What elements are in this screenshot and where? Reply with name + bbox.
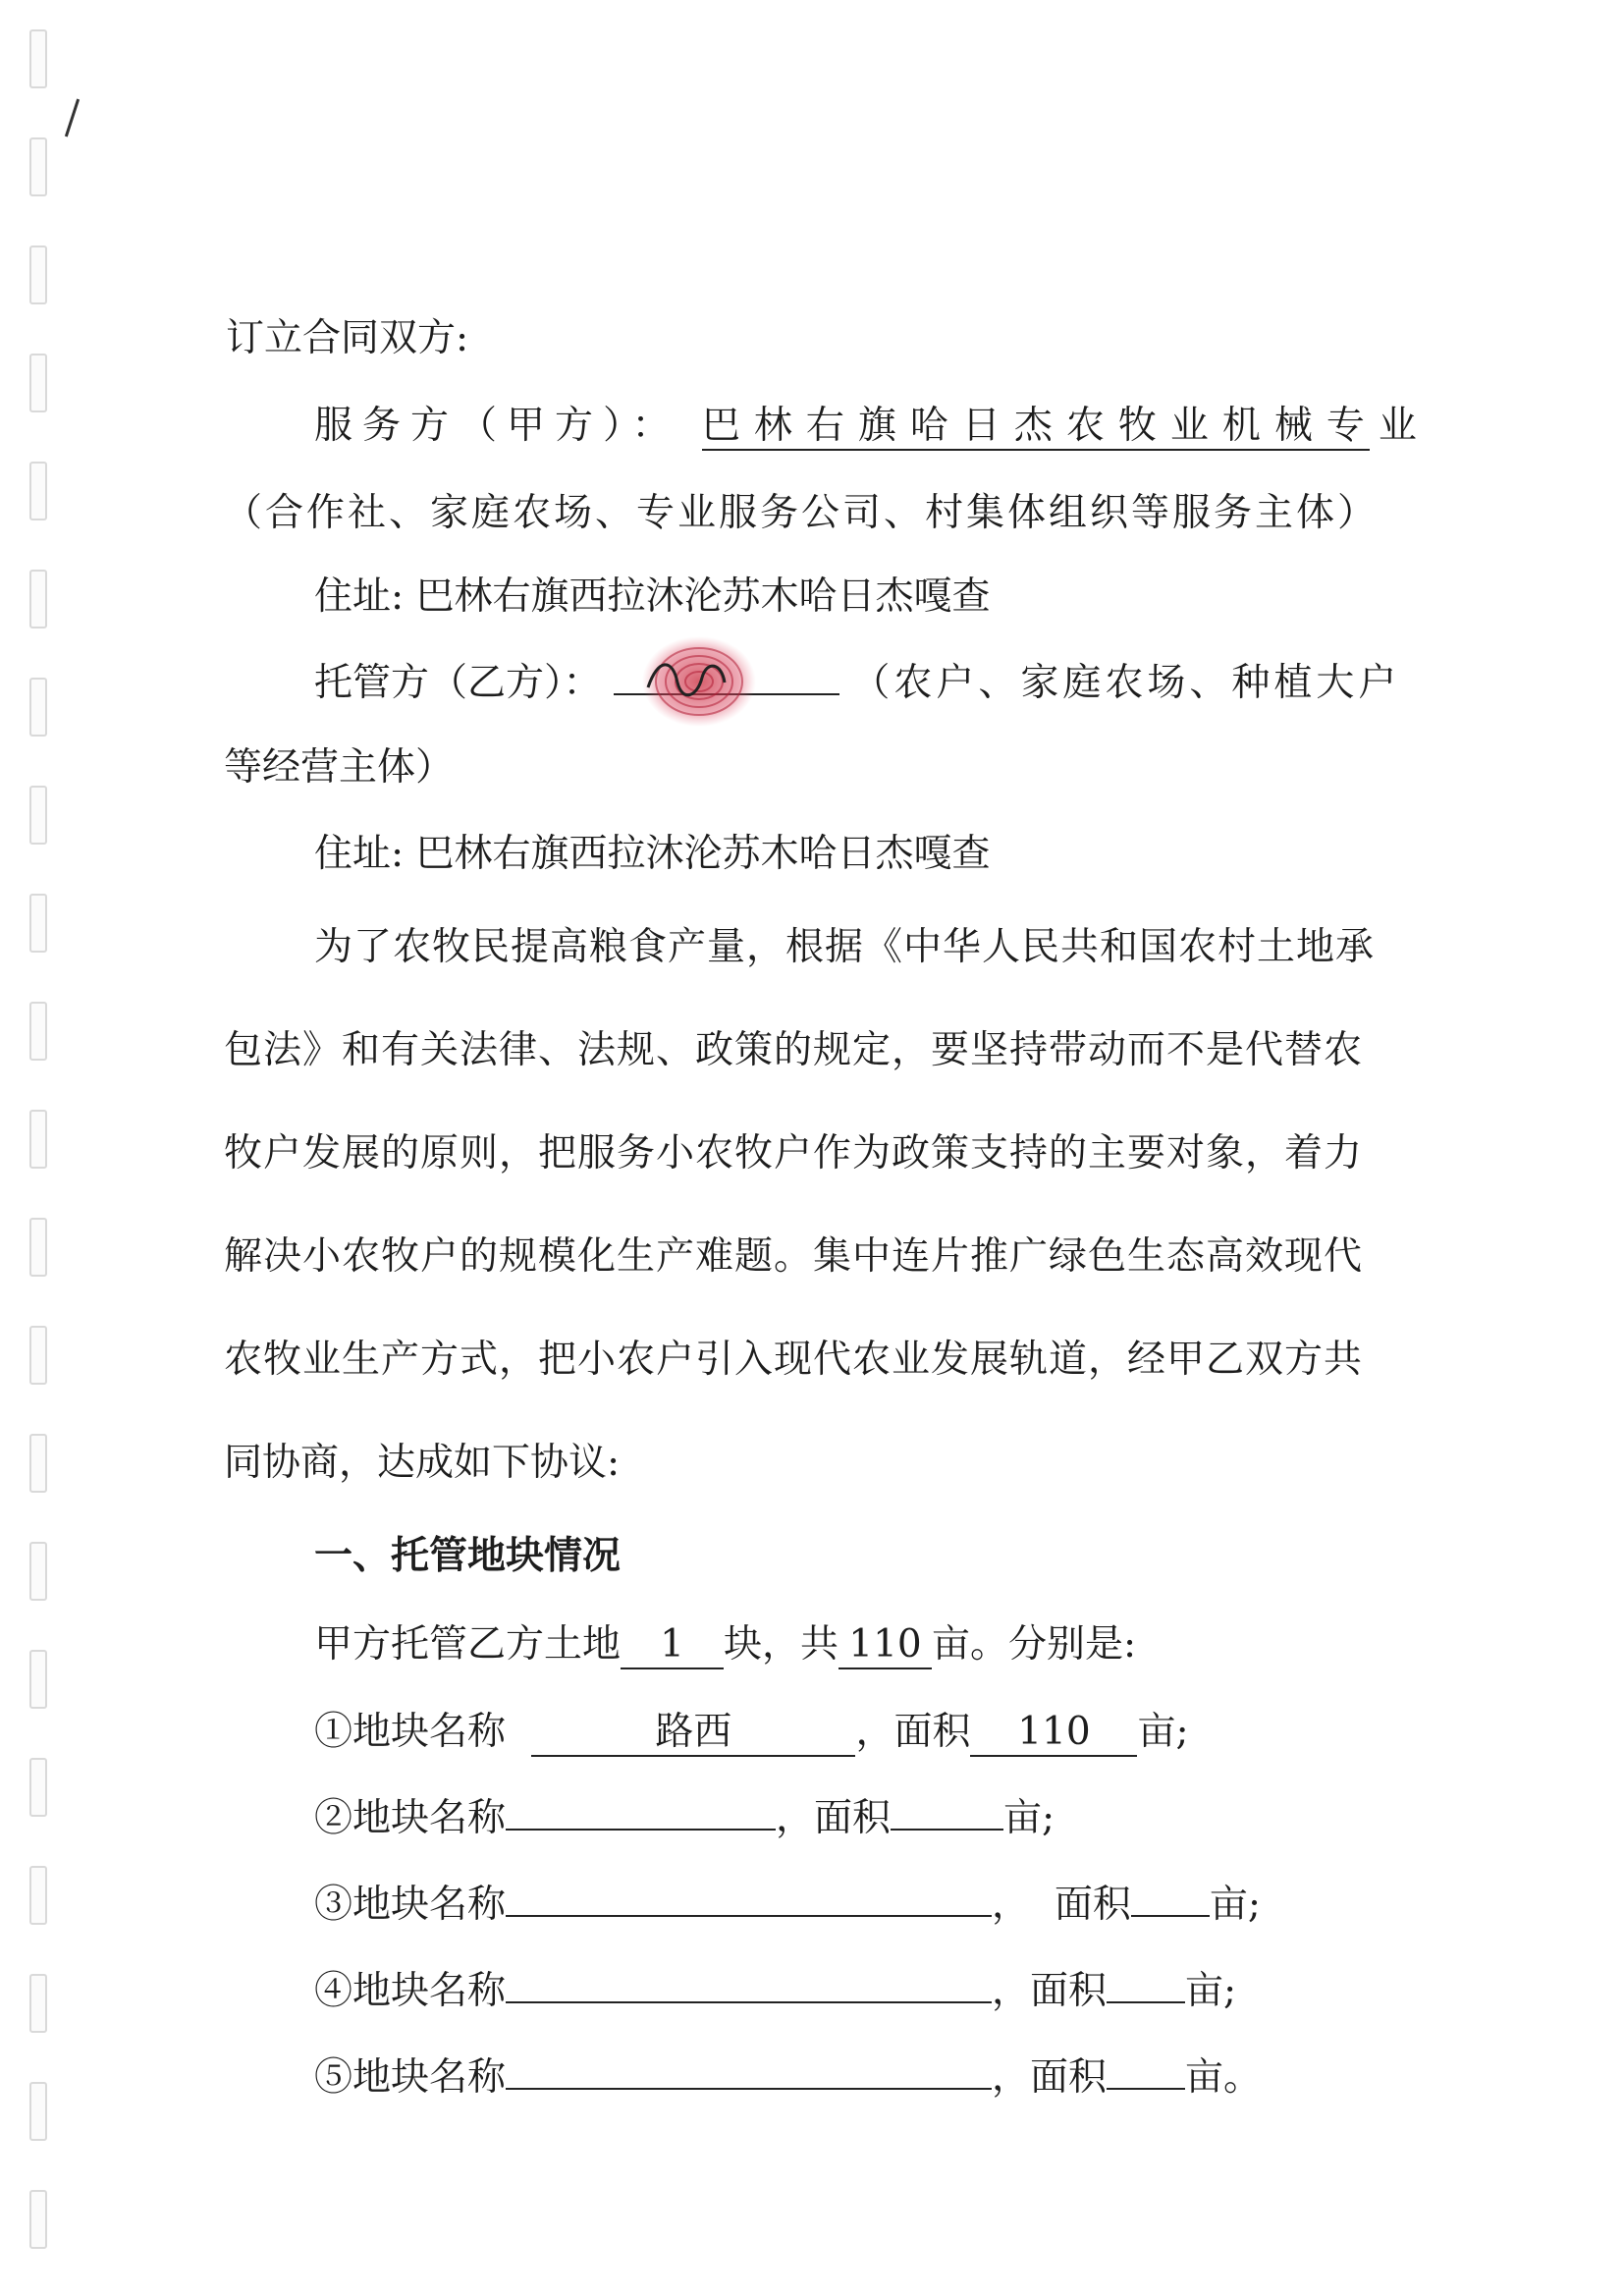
service-party-note: （合作社、家庭农场、专业服务公司、村集体组织等服务主体） [224,491,1380,535]
entrust-address-line [314,832,991,876]
binding-hole [29,1974,47,2033]
preamble-line: 解决小农牧户的规模化生产难题。集中连片推广绿色生态高效现代 [224,1234,1364,1279]
plot-row [314,1969,1237,2013]
plot-name-field [506,1972,992,2003]
entrust-party-note: （农户、家庭农场、种植大户 [851,661,1401,705]
preamble-line: 农牧业生产方式，把小农户引入现代农业发展轨道，经甲乙双方共 [224,1338,1364,1382]
parties-heading: 订立合同双方: [226,316,469,360]
plot-area-field [1131,1886,1210,1917]
plot-area-unit: 亩; [1137,1710,1189,1754]
plot-area-label: ， 面积 [992,1883,1131,1927]
fingerprint-seal [628,629,756,737]
binding-hole [29,2082,47,2141]
binding-hole [29,137,47,196]
plot-area-unit: 亩; [1003,1796,1055,1840]
plot-summary-suffix: 亩。分别是: [932,1622,1137,1667]
plot-name-label: 地块名称 [352,1969,507,2013]
binding-hole [29,1326,47,1385]
binding-hole [29,1002,47,1061]
service-party-line [314,404,1431,451]
plot-area-unit: 亩; [1209,1883,1261,1927]
pen-mark [65,99,80,137]
plot-area-label: ，面积 [992,1969,1108,2013]
plot-row [314,1796,1055,1840]
preamble-line: 包法》和有关法律、法规、政策的规定，要坚持带动而不是代替农 [224,1028,1364,1072]
address-value: 巴林右旗西拉沐沦苏木哈日杰嘎查 [415,574,991,619]
preamble-line: 同协商，达成如下协议: [224,1441,621,1485]
binding-hole [29,894,47,953]
address-label: 住址: [314,832,405,876]
plot-summary-mid: 块，共 [724,1622,839,1667]
plot-area-label: ，面积 [992,2055,1108,2100]
binding-hole [29,1110,47,1169]
binding-hole [29,29,47,88]
binding-hole [29,246,47,304]
plot-area-field [891,1799,1003,1831]
entrust-party-line [314,661,1401,705]
plot-name-field [506,2058,992,2090]
plot-row [314,1710,1189,1757]
plot-area-field [1107,2058,1185,2090]
plot-name-label: 地块名称 [352,1710,507,1754]
plot-area: 110 [970,1713,1137,1757]
address-label: 住址: [314,574,405,619]
plot-area-field [1107,1972,1185,2003]
plot-number: ① [314,1710,353,1754]
entrust-party-label: 托管方（乙方）： [314,661,602,705]
plot-area-unit: 亩。 [1185,2055,1263,2100]
service-party-label: 服务方（甲方）： [314,404,680,448]
address-value: 巴林右旗西拉沐沦苏木哈日杰嘎查 [415,832,991,876]
plot-name-label: 地块名称 [352,1796,507,1840]
binding-hole [29,1542,47,1601]
plot-count: 1 [621,1625,724,1669]
binding-hole [29,354,47,412]
plot-name-field [506,1799,776,1831]
binding-hole [29,462,47,520]
binding-hole [29,678,47,737]
binding-hole [29,1434,47,1493]
binding-hole [29,570,47,629]
plot-row [314,2055,1263,2100]
plot-summary-prefix: 甲方托管乙方土地 [314,1622,622,1667]
binding-hole [29,1758,47,1817]
entrust-party-note-2: 等经营主体） [224,745,455,790]
binding-hole [29,1866,47,1925]
binding-hole [29,1650,47,1709]
plot-number: ② [314,1796,353,1840]
plot-name: 路西 [531,1713,855,1757]
service-party-name: 巴林右旗哈日杰农牧业机械专业 [702,407,1370,451]
total-area: 110 [839,1625,932,1669]
binding-hole [29,786,47,845]
binding-hole [29,1218,47,1277]
preamble-line: 牧户发展的原则，把服务小农牧户作为政策支持的主要对象，着力 [224,1131,1364,1175]
plot-area-label: ，面积 [776,1796,892,1840]
binding-hole [29,2190,47,2249]
binding-holes [29,0,53,2296]
plot-number: ④ [314,1969,353,2013]
plot-row [314,1883,1261,1927]
plot-area-label: ，面积 [855,1710,971,1754]
plot-name-field [506,1886,992,1917]
preamble-line: 为了农牧民提高粮食产量，根据《中华人民共和国农村土地承 [314,925,1376,969]
section-title: 一、托管地块情况 [314,1534,622,1578]
plot-number: ③ [314,1883,353,1927]
plot-name-label: 地块名称 [352,2055,507,2100]
plot-summary-line [314,1622,1137,1669]
service-address-line [314,574,991,619]
plot-area-unit: 亩; [1185,1969,1237,2013]
plot-number: ⑤ [314,2055,353,2100]
plot-name-label: 地块名称 [352,1883,507,1927]
